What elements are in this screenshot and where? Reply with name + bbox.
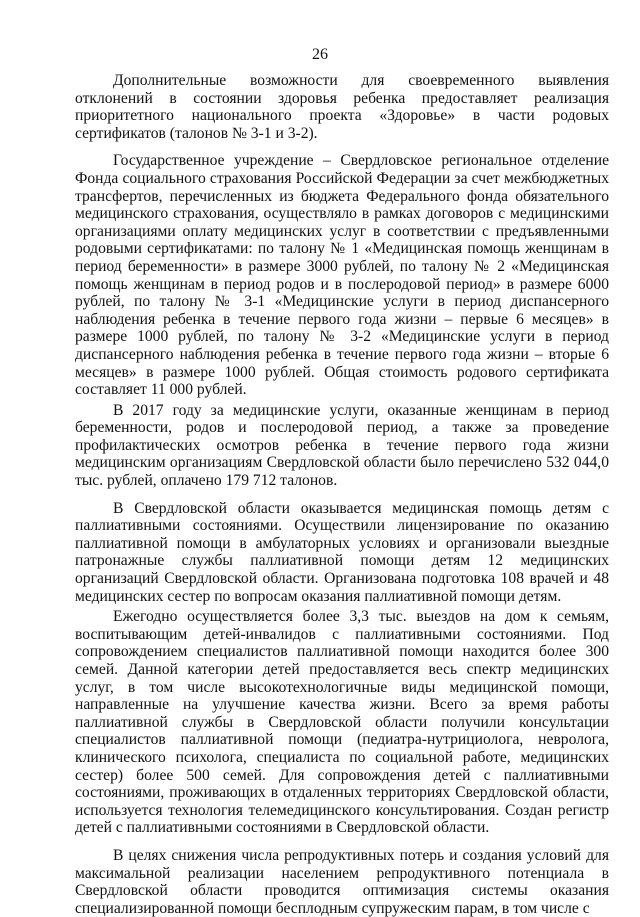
body-text — [75, 72, 609, 917]
paragraph-home-visits: Ежегодно осуществляется более 3,3 тыс. выездов на дом к семьям, воспитывающим детей-инвалидов с паллиативными состояниями. Под сопровождением специалистов паллиативной помощи находится более 300 семей. Данной категории детей предоставляется весь спектр медицинских услуг, в том числе высокотехнологичные виды медицинской помощи, направленные на улучшение качества жизни. Всего за время работы паллиативной службы в Свердловской области получили консультации специалистов паллиативной помощи (педиатра-нутрициолога, невролога, клинического психолога, специалиста по социальной работе, медицинских сестер) более 500 семей. Для сопровождения детей с паллиативными состояниями, проживающих в отдаленных территориях Свердловской области, используется технология телемедицинского консультирования. Создан регистр детей с паллиативными состояниями в Свердловской области. — [75, 608, 609, 837]
page-number: 26 — [312, 46, 328, 63]
paragraph-birth-certificates-intro: Дополнительные возможности для своевременного выявления отклонений в состоянии здоровья ребенка предоставляет реализация приоритетного национального проекта «Здоровье» в части родовых сертификатов (талонов № 3-1 и 3-2). — [75, 72, 609, 142]
paragraph-2017-payments: В 2017 году за медицинские услуги, оказанные женщинам в период беременности, родов и послеродовой период, а также за проведение профилактических осмотров ребенка в течение первого года жизни медицинским организациям Свердловской области было перечислено 532 044,0 тыс. рублей, оплачено 179 712 талонов. — [75, 401, 609, 490]
paragraph-reproductive-losses: В целях снижения числа репродуктивных потерь и создания условий для максимальной реализации населением репродуктивного потенциала в Свердловской области проводится оптимизация системы оказания специализированной помощи бесплодным супружеским парам, в том числе с — [75, 846, 609, 917]
paragraph-social-insurance-fund: Государственное учреждение – Свердловское региональное отделение Фонда социального страхования Российской Федерации за счет межбюджетных трансфертов, перечисленных из бюджета Федерального фонда обязательного медицинского страхования, осуществляло в рамках договоров с медицинскими организациями оплату медицинских услуг в соответствии с предъявленными родовыми сертификатами: по талону № 1 «Медицинская помощь женщинам в период беременности» в размере 3000 рублей, по талону № 2 «Медицинская помощь женщинам в период родов и в послеродовой период» в размере 6000 рублей, по талону № 3-1 «Медицинские услуги в период диспансерного наблюдения ребенка в течение первого года жизни – первые 6 месяцев» в размере 1000 рублей, по талону № 3-2 «Медицинские услуги в период диспансерного наблюдения ребенка в течение первого года жизни – вторые 6 месяцев» в размере 1000 рублей. Общая стоимость родового сертификата составляет 11 000 рублей. — [75, 152, 609, 399]
paragraph-palliative-care: В Свердловской области оказывается медицинская помощь детям с паллиативными состояниями. Осуществили лицензирование по оказанию паллиативной помощи в амбулаторных условиях и организовали выездные патронажные службы паллиативной помощи детям 12 медицинских организаций Свердловской области. Организована подготовка 108 врачей и 48 медицинских сестер по вопросам оказания паллиативной помощи детям. — [75, 499, 609, 605]
